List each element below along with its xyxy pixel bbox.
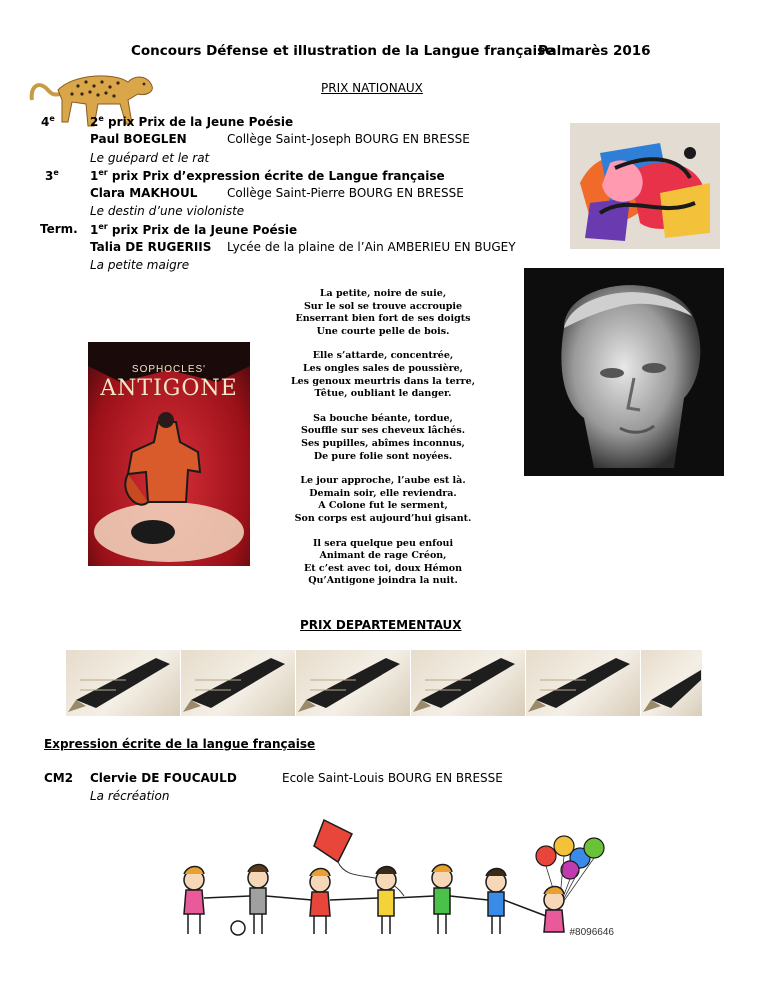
- poem: [273, 288, 493, 600]
- entry-winner: Talia DE RUGERIIS Lycée de la plaine de l’Ain AMBERIEU EN BUGEY: [90, 240, 516, 254]
- national-heading: PRIX NATIONAUX: [321, 81, 423, 95]
- entry-work-title: La récréation: [90, 789, 170, 803]
- entry-level: CM2: [44, 771, 74, 785]
- poem-line: Les ongles sales de poussière,: [303, 362, 463, 374]
- entry-prize: 2e prix Prix de la Jeune Poésie: [90, 114, 294, 129]
- entry-prize: 1er prix Prix d’expression écrite de Langue française: [90, 168, 445, 183]
- poem-line: Souffle sur ses cheveux lâchés.: [300, 425, 465, 437]
- departmental-heading: PRIX DEPARTEMENTAUX: [300, 618, 462, 632]
- entry-work-title: Le destin d’une violoniste: [90, 204, 245, 218]
- fountain-pen-image: [66, 650, 180, 716]
- poem-stanza: [273, 413, 493, 463]
- poem-stanza: [273, 475, 493, 525]
- poem-line: Sa bouche béante, tordue,: [313, 412, 453, 424]
- entry-winner: Clervie DE FOUCAULD Ecole Saint-Louis BOURG EN BRESSE: [90, 771, 503, 785]
- fountain-pen-image: [641, 650, 702, 716]
- children-balloons-image: [174, 816, 614, 942]
- entry-winner: Paul BOEGLEN Collège Saint-Joseph BOURG EN BRESSE: [90, 132, 470, 146]
- poem-line: Et c’est avec toi, doux Hémon: [303, 562, 463, 574]
- fountain-pen-image: [296, 650, 410, 716]
- fountain-pen-image: [181, 650, 295, 716]
- entry-work-title: La petite maigre: [90, 258, 190, 272]
- poem-stanza: [273, 350, 493, 400]
- poem-stanza: [273, 288, 493, 338]
- fountain-pen-image: [526, 650, 640, 716]
- entry-winner: Clara MAKHOUL Collège Saint-Pierre BOURG EN BRESSE: [90, 186, 464, 200]
- poem-line: De pure folie sont noyées.: [313, 450, 453, 462]
- poem-line: Le jour approche, l’aube est là.: [300, 475, 466, 487]
- year-label: Palmarès 2016: [538, 43, 651, 59]
- poem-stanza: [273, 538, 493, 588]
- poem-line: Têtue, oubliant le danger.: [314, 388, 452, 400]
- departmental-section-title: Expression écrite de la langue française: [44, 737, 316, 751]
- poem-line: Sur le sol se trouve accroupie: [303, 300, 463, 312]
- poem-line: A Colone fut le serment,: [318, 500, 448, 512]
- fountain-pen-strip: [66, 650, 702, 716]
- entry-level: Term.: [40, 222, 78, 236]
- poem-line: Elle s’attarde, concentrée,: [312, 350, 454, 362]
- document-title: Concours Défense et illustration de la Langue française: [131, 43, 555, 59]
- poem-line: Il sera quelque peu enfoui: [312, 537, 454, 549]
- fountain-pen-image: [411, 650, 525, 716]
- greek-bust-image: [524, 268, 724, 476]
- poem-line: Qu’Antigone joindra la nuit.: [308, 575, 458, 587]
- poem-line: Enserrant bien fort de ses doigts: [295, 313, 471, 325]
- entry-prize: 1er prix Prix de la Jeune Poésie: [90, 222, 298, 237]
- entry-level: 4e: [41, 114, 55, 129]
- poem-line: Son corps est aujourd’hui gisant.: [294, 512, 472, 524]
- abstract-painting-image: [570, 123, 720, 249]
- stock-image-watermark: #8096646: [569, 927, 614, 938]
- book-author: SOPHOCLES': [131, 364, 207, 375]
- poem-line: Animant de rage Créon,: [319, 550, 447, 562]
- poem-line: Une courte pelle de bois.: [316, 325, 450, 337]
- poem-line: Les genoux meurtris dans la terre,: [290, 375, 476, 387]
- poem-line: Demain soir, elle reviendra.: [309, 487, 457, 499]
- poem-line: La petite, noire de suie,: [319, 288, 447, 299]
- antigone-book-cover: [88, 342, 250, 566]
- poem-line: Ses pupilles, abîmes inconnus,: [301, 437, 465, 449]
- entry-level: 3e: [45, 168, 59, 183]
- entry-work-title: Le guépard et le rat: [90, 151, 210, 165]
- book-title: ANTIGONE: [100, 376, 238, 401]
